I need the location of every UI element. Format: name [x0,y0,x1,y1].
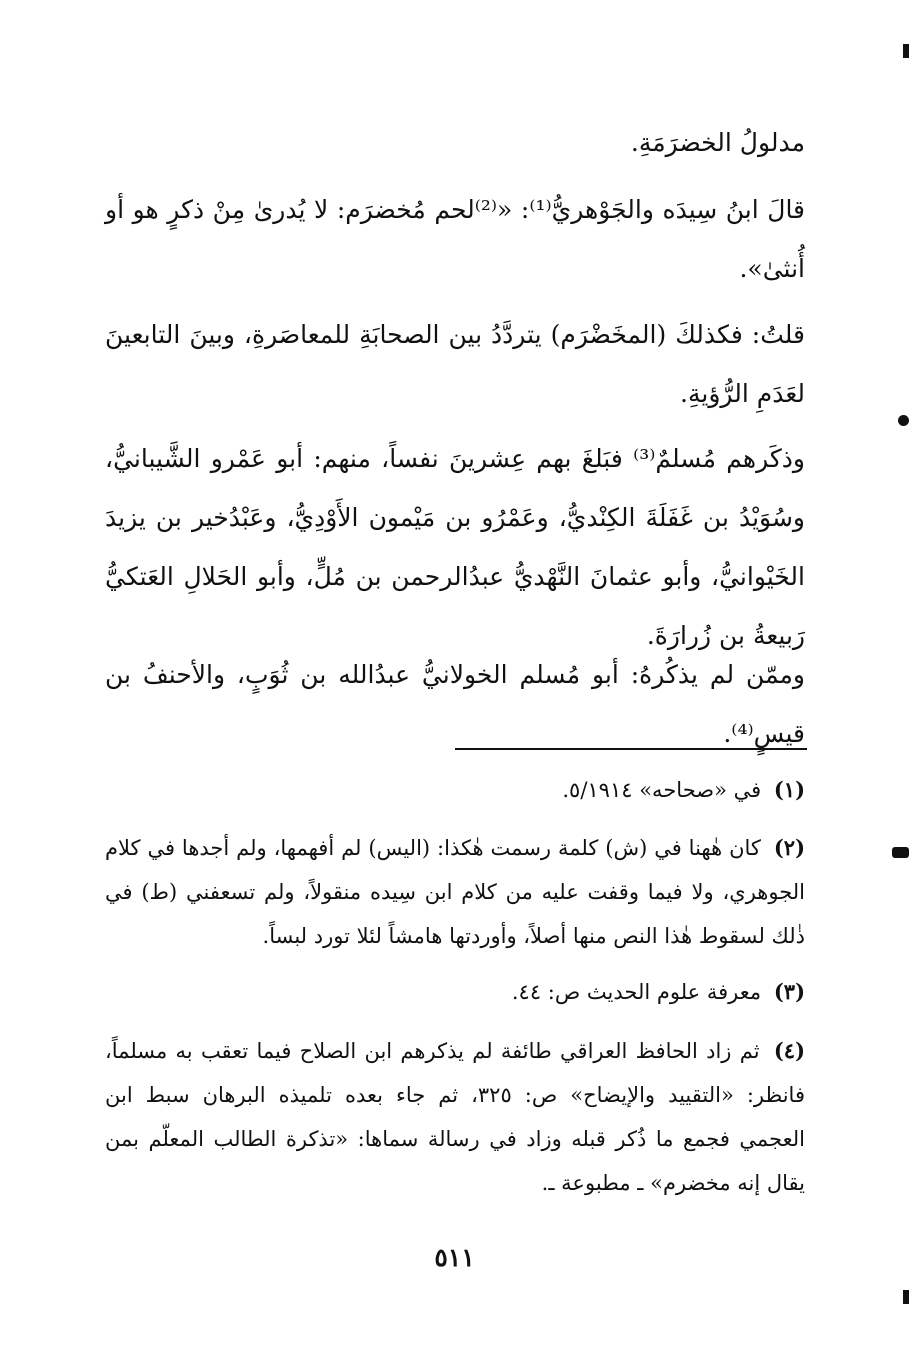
footnote [105,1029,805,1205]
footnote [105,768,805,812]
footnote-number: (١) [773,777,805,802]
page-number: ٥١١ [434,1243,475,1272]
footnote-text: في «صحاحه» ٥/١٩١٤. [562,778,762,802]
margin-mark [892,847,909,858]
footnote-number: (٢) [773,835,805,860]
footnote-text: كان هٰهنا في (ش) كلمة رسمت هٰكذا: (اليس) لم أفهمها، ولم أجدها في كلام الجوهري، ولا فيما وقفت عليه من كلام ابن سِيده منقولاً، ولم تسعفني (ط) في ذٰلك لسقوط هٰذا النص منها أصلاً، وأوردتها هامشاً لئلا تورد لبساً. [105,836,805,948]
footnote-text: ثم زاد الحافظ العراقي طائفة لم يذكرهم ابن الصلاح فيما تعقب به مسلماً، فانظر: «التقييد والإيضاح» ص: ٣٢٥، ثم جاء بعده تلميذه البرهان سبط ابن العجمي فجمع ما ذُكر قبله وزاد في رسالة سماها: «تذكرة الطالب المعلّم بمن يقال إنه مخضرم» ـ مطبوعة ـ. [105,1039,805,1195]
body-paragraph: وذكَرهم مُسلمٌ⁽³⁾ فبَلغَ بهم عِشرينَ نفساً، منهم: أبو عَمْرو الشَّيبانيُّ، وسُوَيْدُ بن غَفَلَةَ الكِنْديُّ، وعَمْرُو بن مَيْمون الأَوْدِيُّ، وعَبْدُخير بن يزيدَ الخَيْوانيُّ، وأبو عثمانَ النَّهْديُّ عبدُالرحمن بن مُلٍّ، وأبو الحَلالِ العَتكيُّ رَبيعةُ بن زُرارَةَ. [105,444,806,650]
footnote-separator [455,748,807,750]
footnote-text: معرفة علوم الحديث ص: ٤٤. [511,980,762,1004]
footnote-number: (٣) [773,979,805,1004]
body-paragraph: قالَ ابنُ سِيدَه والجَوْهريُّ⁽¹⁾: «⁽²⁾لحم مُخضرَم: لا يُدرىٰ مِنْ ذكرٍ هو أو أُنثىٰ». [105,195,806,283]
body-paragraph: قلتُ: فكذلكَ (المخَضْرَم) يتردَّدُ بين الصحابَةِ للمعاصَرةِ، وبينَ التابعينَ لعَدَمِ الرُّؤيةِ. [105,320,805,408]
margin-mark [898,415,909,426]
footnote [105,970,805,1014]
body-paragraph: وممّن لم يذكُرهُ: أبو مُسلم الخولانيُّ عبدُالله بن ثُوَبٍ، والأحنفُ بن قيسٍ⁽⁴⁾. [105,660,805,748]
body-paragraph: مدلولُ الخضرَمَةِ. [630,128,805,157]
margin-mark [903,44,909,58]
margin-mark [903,1290,909,1304]
footnote-number: (٤) [773,1038,805,1063]
footnote [105,826,805,958]
